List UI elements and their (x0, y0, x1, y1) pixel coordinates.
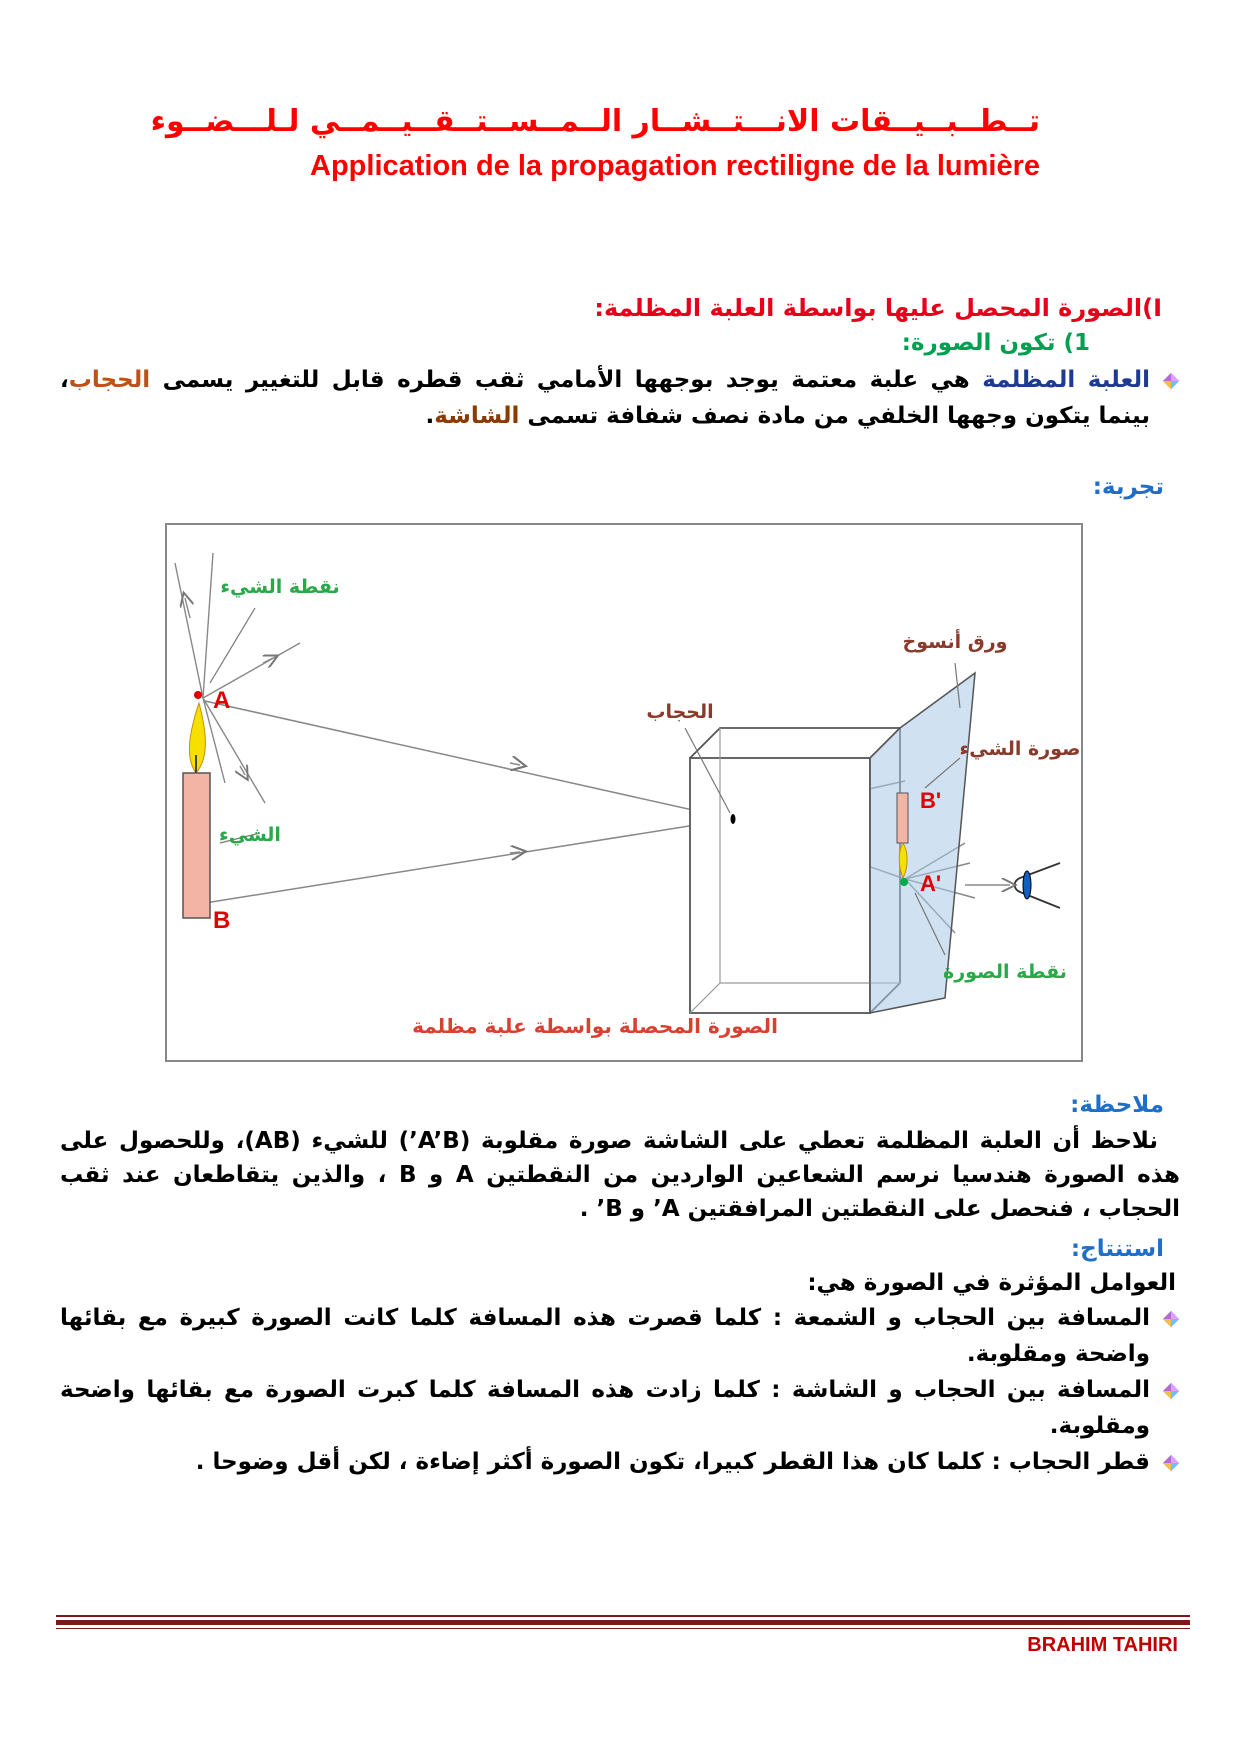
title-french: Application de la propagation rectiligne de la lumière (310, 150, 1040, 182)
footer-rule-thick (56, 1620, 1190, 1625)
definition-text (60, 362, 1150, 434)
label-tracing-paper: ورق أنسوخ (902, 631, 1008, 653)
label-image-of-object: صورة الشيء (959, 738, 1081, 760)
factor-text-1: المسافة بين الحجاب و الشمعة : كلما قصرت هذه المسافة كلما كانت الصورة كبيرة مع بقائها واضحة ومقلوبة. (60, 1305, 1150, 1367)
term-dark-box: العلبة المظلمة (982, 367, 1150, 393)
gem-bullet-icon (1162, 1310, 1180, 1328)
definition-bullet (60, 362, 1180, 434)
inverted-image-candle (897, 793, 908, 843)
point-B-label: B (213, 907, 231, 934)
gem-bullet-icon (1162, 372, 1180, 390)
section-heading: I)الصورة المحصل عليها بواسطة العلبة المظلمة: (594, 294, 1162, 322)
title-arabic: تــطــبــيــقات الانـــتــشــار الــمــســتــقــيــمــي لـلـــضــوء (150, 104, 1040, 139)
factor-item-3 (60, 1444, 1180, 1480)
point-A-label: A (213, 687, 231, 714)
factor-item-2 (60, 1372, 1180, 1444)
definition-part2: ، بينما يتكون وجهها الخلفي من مادة نصف شفافة تسمى (60, 367, 1150, 429)
label-object: الشيء (219, 824, 281, 846)
footer-rule (56, 1615, 1190, 1617)
term-screen: الشاشة (434, 403, 520, 429)
camera-obscura-figure (165, 523, 1083, 1062)
point-B-prime-label: B' (920, 788, 942, 813)
factor-item-1 (60, 1300, 1180, 1372)
candle-body (183, 773, 210, 918)
definition-part1: هي علبة معتمة يوجد بوجهها الأمامي ثقب قطره قابل للتغيير يسمى (150, 367, 983, 393)
experiment-label: تجربة: (1092, 474, 1164, 500)
factor-text-2: المسافة بين الحجاب و الشاشة : كلما زادت هذه المسافة كلما كبرت الصورة مع بقائها واضحة ومقلوبة. (60, 1377, 1150, 1439)
label-diaphragm: الحجاب (646, 701, 714, 723)
figure-caption: الصورة المحصلة بواسطة علبة مظلمة (412, 1014, 778, 1038)
label-image-point: نقطة الصورة (943, 961, 1067, 983)
dark-box (690, 728, 900, 1013)
factor-text-3: قطر الحجاب : كلما كان هذا القطر كبيرا، تكون الصورة أكثر إضاءة ، لكن أقل وضوحا . (195, 1449, 1150, 1475)
subsection-heading: 1) تكون الصورة: (901, 330, 1090, 356)
note-label: ملاحظة: (1070, 1092, 1164, 1118)
gem-bullet-icon (1162, 1382, 1180, 1400)
pinhole (731, 814, 736, 824)
author-name: BRAHIM TAHIRI (1027, 1634, 1178, 1656)
footer-rule-thin (56, 1628, 1190, 1629)
definition-end: . (425, 403, 435, 429)
term-diaphragm: الحجاب (68, 367, 151, 393)
point-A-prime-label: A' (920, 871, 942, 896)
gem-bullet-icon (1162, 1454, 1180, 1472)
conclusion-label: استنتاج: (1070, 1236, 1164, 1262)
note-text: نلاحظ أن العلبة المظلمة تعطي على الشاشة صورة مقلوبة (A’B’) للشيء (AB)، وللحصول على هذه الصورة هندسيا نرسم الشعاعين الواردين من النقطتين A و B ، والذين يتقاطعان عند ثقب الحجاب ، فنحصل على النقطتين المرافقتين A’ و B’ . (60, 1128, 1180, 1222)
label-object-point: نقطة الشيء (220, 576, 340, 598)
conclusion-intro: العوامل المؤثرة في الصورة هي: (807, 1270, 1176, 1296)
